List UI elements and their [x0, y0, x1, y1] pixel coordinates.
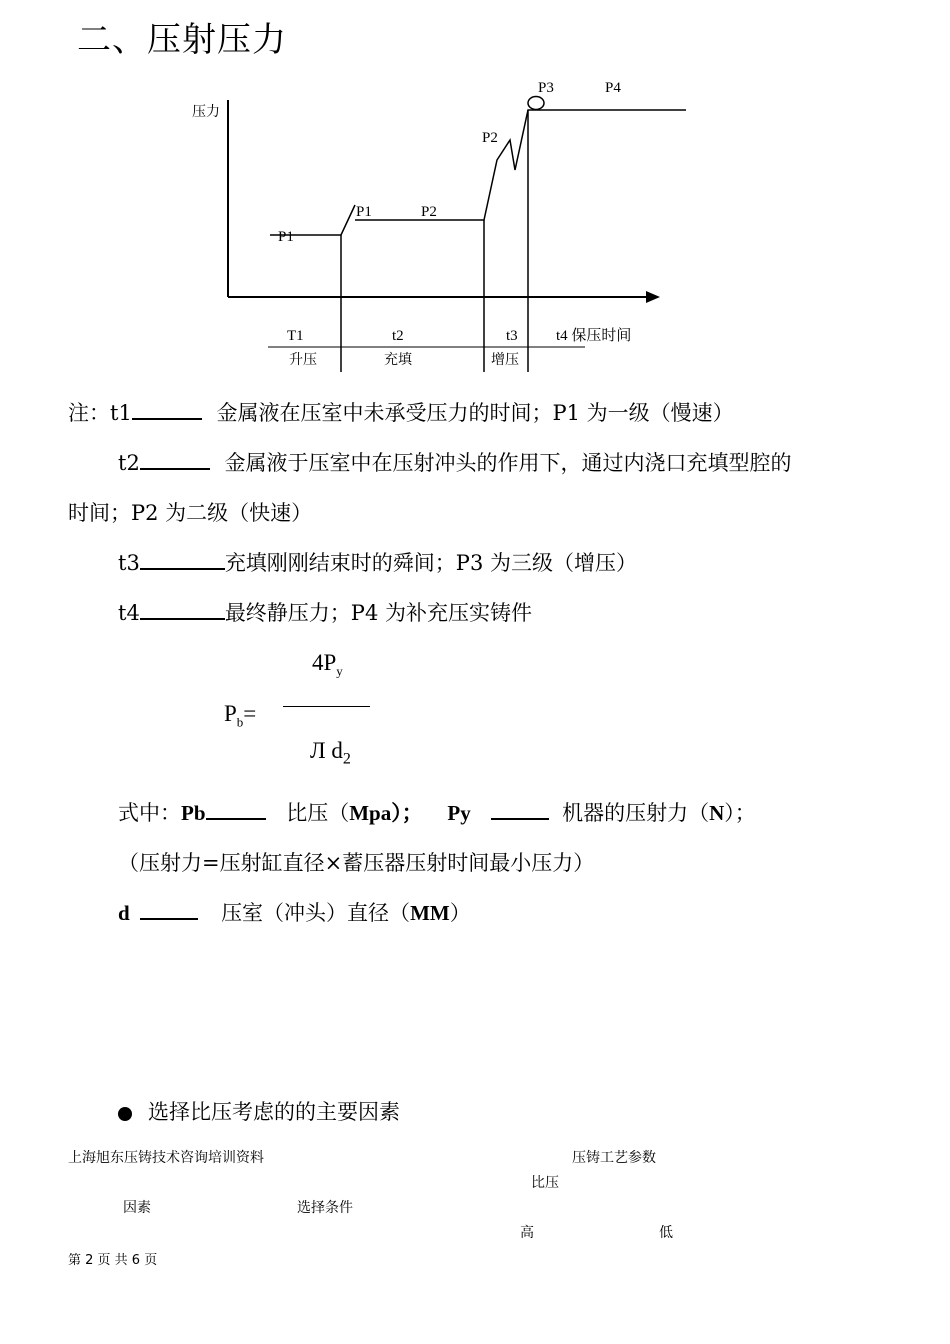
- blank-line: [140, 450, 210, 470]
- note-t4: [118, 598, 532, 628]
- time-label: t3: [506, 328, 518, 344]
- column-high: 高: [520, 1225, 534, 1241]
- time-label: t4 保压时间: [556, 328, 632, 344]
- phase-label: 增压: [491, 352, 519, 368]
- note-t3-text: 充填刚刚结束时的舜间；P3 为三级（增压）: [224, 551, 637, 575]
- page-number: 第 2 页 共 6 页: [68, 1253, 158, 1268]
- time-label: t2: [392, 328, 404, 344]
- note-t2: [118, 448, 792, 478]
- unit-n: N: [709, 801, 725, 825]
- phase-label: 充填: [384, 352, 412, 368]
- formula-lhs-main: P: [224, 701, 237, 726]
- p3-peak-marker: [528, 97, 544, 110]
- bullet-dot-icon: [118, 1107, 132, 1121]
- note-t3-prefix: t3: [118, 551, 140, 575]
- curve-main: [355, 110, 686, 220]
- bullet-text: 选择比压考虑的的主要因素: [148, 1100, 400, 1124]
- point-label: P1: [278, 229, 294, 245]
- blank-line: [206, 800, 266, 820]
- note-t2-text: 金属液于压室中在压射冲头的作用下，通过内浇口充填型腔的: [224, 451, 792, 475]
- formula-numerator-main: 4P: [312, 650, 337, 675]
- pb-description: 比压（: [286, 801, 350, 825]
- definition-prefix: 式中：: [118, 801, 181, 825]
- point-label: P1: [356, 204, 372, 220]
- y-axis-label: 压力: [192, 104, 220, 120]
- point-label: P2: [421, 204, 437, 220]
- formula-denominator-sub: 2: [342, 750, 351, 768]
- blank-line: [140, 900, 198, 920]
- formula-lhs: [224, 701, 256, 731]
- formula-denominator: [310, 738, 351, 769]
- note-t4-prefix: t4: [118, 601, 140, 625]
- symbol-pb: Pb: [181, 801, 206, 825]
- formula-equals: =: [243, 701, 257, 726]
- symbol-d: d: [118, 901, 130, 925]
- blank-line: [491, 800, 549, 820]
- footer-right-text: 压铸工艺参数: [572, 1150, 656, 1166]
- column-low: 低: [659, 1225, 673, 1241]
- note-t1: [68, 398, 734, 428]
- formula-numerator: [312, 650, 343, 680]
- formula-lhs-sub: b: [236, 714, 244, 730]
- note-t3: [118, 548, 637, 578]
- py-description: 机器的压射力（: [562, 801, 710, 825]
- blank-line: [140, 550, 225, 570]
- blank-line: [132, 400, 202, 420]
- unit-mpa: Mpa: [349, 801, 392, 825]
- column-condition: 选择条件: [297, 1200, 353, 1216]
- definition-line-2: （压射力=压射缸直径×蓄压器压射时间最小压力）: [118, 851, 595, 875]
- py-close: ）；: [724, 801, 756, 825]
- definition-line-3: [118, 898, 471, 928]
- symbol-py: Py: [447, 801, 471, 825]
- section-heading: 二、压射压力: [77, 20, 287, 60]
- phase-label: 升压: [289, 352, 317, 368]
- d-description: 压室（冲头）直径（: [221, 901, 411, 925]
- bullet-item: [118, 1096, 400, 1126]
- pressure-curve-diagram: [0, 0, 950, 390]
- point-label: P4: [605, 80, 621, 96]
- formula-denominator-main: Л d: [310, 738, 343, 763]
- fraction-bar: [283, 706, 370, 707]
- footer-left-text: 上海旭东压铸技术咨询培训资料: [68, 1150, 264, 1166]
- note-t2-prefix: t2: [118, 451, 140, 475]
- note-t2-continued: 时间；P2 为二级（快速）: [68, 501, 313, 525]
- note-t1-text: 金属液在压室中未承受压力的时间；P1 为一级（慢速）: [216, 401, 734, 425]
- blank-line: [140, 600, 225, 620]
- x-axis-arrow: [646, 291, 660, 303]
- time-label: T1: [287, 328, 304, 344]
- table-header-bizhi: 比压: [531, 1175, 559, 1191]
- point-label: P3: [538, 80, 554, 96]
- point-label: P2: [482, 130, 498, 146]
- pb-close: ）；: [391, 801, 423, 825]
- note-t4-text: 最终静压力；P4 为补充压实铸件: [224, 601, 532, 625]
- column-factor: 因素: [123, 1200, 151, 1216]
- definition-line-1: [118, 798, 756, 828]
- formula-numerator-sub: y: [336, 663, 343, 679]
- d-close: ）: [449, 901, 471, 925]
- unit-mm: MM: [410, 901, 450, 925]
- note-t1-prefix: 注：t1: [68, 401, 132, 425]
